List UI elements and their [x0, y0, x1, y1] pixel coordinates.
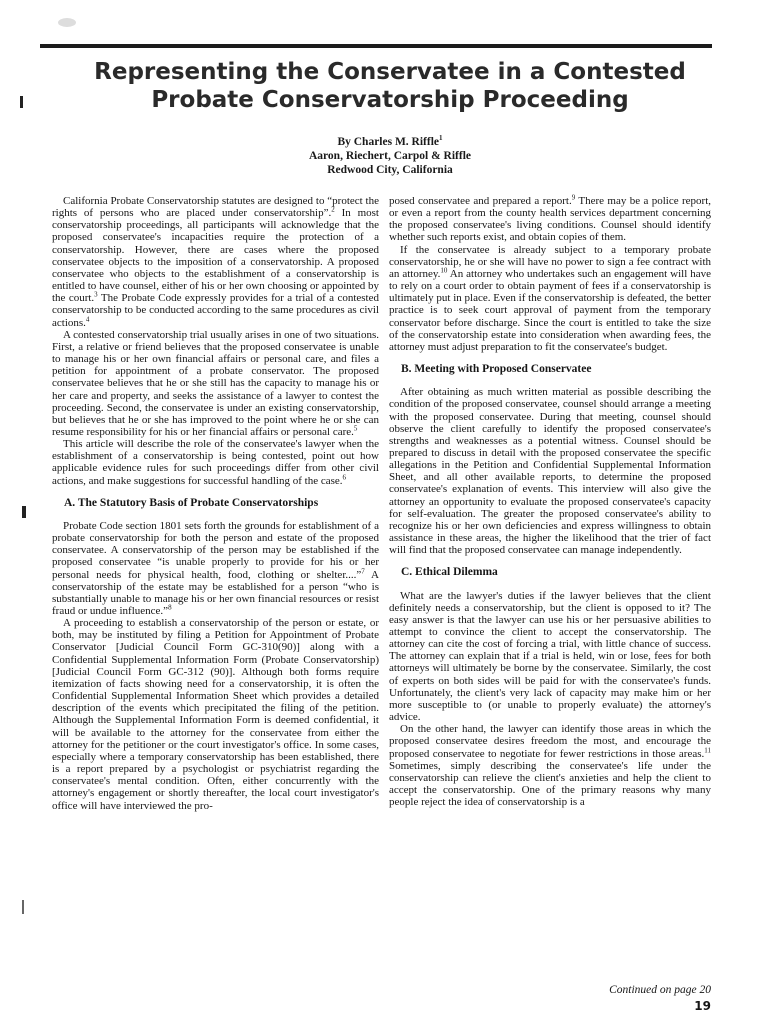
- paragraph: If the conservatee is already subject to a temporary probate conservatorship, he or she will have no power to sign a fee contract with an attorney.$^{10}$ An attorney who undertakes such an engagement will have to rely on a court order to obtain payment of fees if a conservatorship is ultimately put in place. Even if the conservatorship is defeated, the better practice is to seek court approval of payment from the temporary conservator before discharge. Since the court is entitled to take the size of the conservatorship estate into consideration when awarding fees, the attorney must adjust preparation to fit the conservatee's budget.: [389, 243, 711, 353]
- page-number: 19: [694, 999, 711, 1013]
- law-firm: Aaron, Riechert, Carpol & Riffle: [308, 149, 472, 162]
- margin-mark: [22, 900, 24, 914]
- section-heading-b: B. Meeting with Proposed Conservatee: [401, 363, 592, 376]
- paragraph: California Probate Conservatorship statutes are designed to “protect the rights of persons who are placed under conservatorship”.$^2$ In most conservatorship proceedings, all participants will acknowledge that the proposed conservatee's incapacities require the protection of a conservatorship. However, there are cases where the proposed conservatee objects to the imposition of a conservatorship. A proposed conservatee who objects to the establishment of a conservatorship is entitled to have counsel, either of his or her own choosing or appointed by the court.$^3$ The Probate Code expressly provides for a trial of a contested conservatorship to be conducted according to the same procedures as civil actions.$^4$: [52, 195, 379, 329]
- paragraph: What are the lawyer's duties if the lawyer believes that the client definitely needs a conservatorship, but the client is opposed to it? The easy answer is that the lawyer can use his or her persuasive abilities to attempt to convince the client to accept the conservatorship. The attorney can cite the cost of forcing a trial, with little chance of success. The attorney can explain that if a trial is held, win or lose, fees for both attorneys will ultimately be borne by the conservatee. Similarly, the cost of experts on both sides will be paid for with the conservatee's funds. Unfortunately, the client's very lack of capacity may make him or her more susceptible to (or unable to properly evaluate) the attorney's advice.: [389, 589, 711, 724]
- continued-note: Continued on page 20: [609, 984, 711, 996]
- footnote-ref: 8: [168, 603, 172, 612]
- footnote-ref: 7: [361, 566, 365, 575]
- section-heading-a: A. The Statutory Basis of Probate Conservatorships: [64, 496, 319, 509]
- section-heading-c: C. Ethical Dilemma: [401, 566, 498, 579]
- firm-location: Redwood City, California: [327, 163, 453, 176]
- paragraph: Probate Code section 1801 sets forth the grounds for establishment of a probate conservatorship for both the person and estate of the proposed conservatee. A conservatorship of the person may be established if the proposed conservatee “is unable properly to provide for his or her personal needs for physical health, food, clothing or shelter....”$^7$ A conservatorship of the estate may be established for a person “who is substantially unable to manage his or her own financial resources or resist fraud or undue influence.”$^8$: [52, 519, 379, 617]
- article-title: Representing the Conservatee in a Contested Probate Conservatorship Proceeding: [94, 59, 686, 113]
- footnote-ref: 4: [85, 314, 90, 323]
- footnote-ref: 10: [440, 266, 448, 275]
- footnote-ref: 2: [331, 205, 335, 214]
- author-name: By Charles M. Riffle: [337, 135, 440, 148]
- byline: [40, 131, 740, 177]
- paragraph: posed conservatee and prepared a report.$^9$ There may be a police report, or even a report from the county health services department concerning the proposed conservatee's living conditions. Counsel should identify whether such reports exist, and obtain copies of them.: [389, 193, 711, 244]
- paragraph: After obtaining as much written material as possible describing the condition of the proposed conservatee, counsel should arrange a meeting with the proposed conservatee. During that meeting, counsel should observe the client carefully to identify the proposed conservatee's strengths and weaknesses as a potential witness. Counsel should be prepared to discuss in detail with the proposed conservatee the specific allegations in the Petition and Confidential Supplemental Information Sheet, and all other available reports, to determine the proposed conservatee's explanation of events. This interview will also give the attorney an opportunity to evaluate the proposed conservatee's capacity for self-evaluation. The greater the proposed conservatee's ability to recognize his or her own deficiencies and express willingness to obtain assistance in these areas, the higher the likelihood that the trier of fact will find that the proposed conservatee can manage independently.: [389, 386, 711, 557]
- margin-mark: [22, 506, 26, 518]
- paragraph: A contested conservatorship trial usually arises in one of two situations. First, a relative or friend believes that the proposed conservatee is unable to manage his or her own financial affairs or personal care, and files a petition for appointment of a probate conservator. The proposed conservatee believes that he or she still has the capacity to manage his or her care and property, and seeks the assistance of a lawyer to contest the proceeding. Second, the conservatee is under an existing conservatorship, but believes that he or she has improved to the point where he or she can resume responsibility for his or her financial affairs or personal care.$^5$: [52, 328, 379, 438]
- footnote-ref: 5: [353, 424, 358, 433]
- footnote-ref: 1: [439, 134, 443, 142]
- left-column: [52, 195, 379, 812]
- footnote-ref: 11: [704, 745, 711, 754]
- paragraph: On the other hand, the lawyer can identify those areas in which the proposed conservatee desires freedom the most, and encourage the proposed conservatee to negotiate for fewer restrictions in those areas.$^{11}$ Sometimes, simply describing the conservatee's life under the conservatorship can relieve the client's anxieties and help the client to accept the conservatorship. One of the primary reasons why many people reject the idea of conservatorship is a: [389, 723, 711, 809]
- footnote-ref: 6: [342, 472, 347, 481]
- header-rule: [40, 44, 712, 48]
- paragraph: This article will describe the role of the conservatee's lawyer when the establishment of a conservatorship is being contested, point out how applicable evidence rules for such proceedings differ from other civil actions, and make suggestions for successful handling of the case.$^6$: [52, 438, 379, 487]
- right-column: [389, 195, 711, 808]
- margin-mark: [20, 96, 23, 108]
- scan-speck: [58, 18, 76, 27]
- footnote-ref: 9: [571, 193, 576, 202]
- footnote-ref: 3: [94, 290, 98, 299]
- paragraph: A proceeding to establish a conservatorship of the person or estate, or both, may be instituted by filing a Petition for Appointment of Probate Conservator [Judicial Council Form GC-310(90)] along with a Confidential Supplemental Information Form (Probate Conservatorship) [Judicial Council Form GC-312 (90)]. Although both forms require itemization of facts showing need for a conservatorship, it is often the Confidential Supplemental Information Sheet which provides a detailed description of the events which precipitated the filing of the petition. Although the Supplemental Information Form is deemed confidential, it will be available to the attorney for the conservatee from either the attorney for the petitioner or the court investigator's office. In some cases, especially where a temporary conservatorship has been established, there is a report prepared by a psychologist or psychiatrist regarding the conservatee's mental condition. Often, either concurrently with the attorney's engagement or shortly thereafter, the local court investigator's office will have interviewed the pro-: [52, 617, 379, 812]
